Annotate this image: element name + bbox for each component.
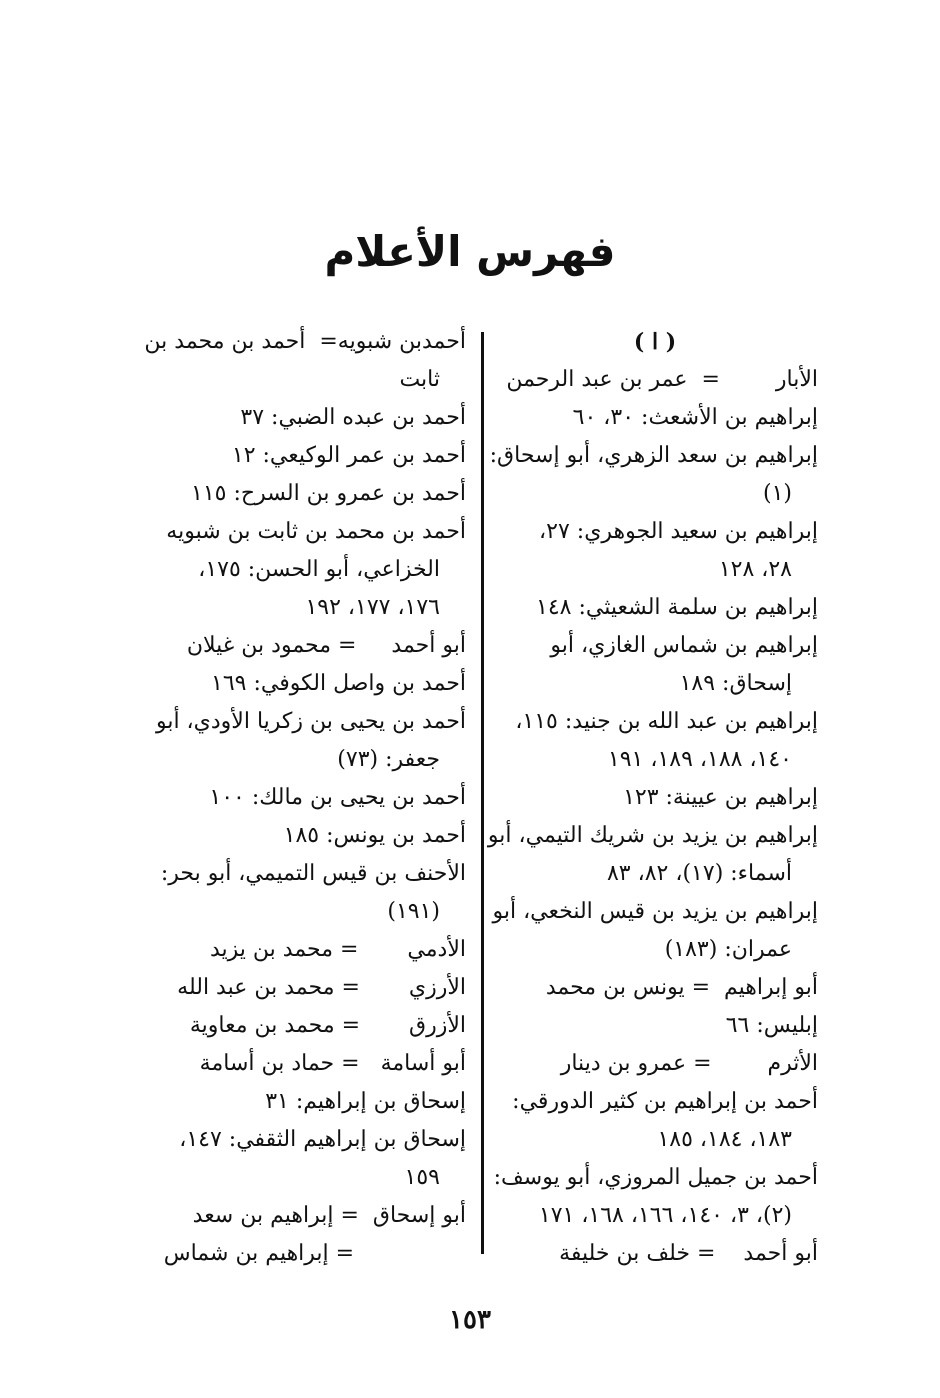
index-entry xyxy=(134,665,466,703)
entry-continuation: ٢٨، ١٢٨ xyxy=(718,557,792,582)
right-entries xyxy=(487,361,818,1273)
index-entry xyxy=(134,1121,466,1197)
index-entry xyxy=(134,1007,466,1045)
index-entry xyxy=(134,969,466,1007)
entry-continuation: عمران: (١٨٣) xyxy=(664,937,792,962)
left-column xyxy=(134,323,466,1273)
index-entry xyxy=(492,361,818,399)
index-entry xyxy=(134,703,466,779)
entry-name: إبراهيم بن شماس الغازي، أبو xyxy=(550,633,818,658)
index-entry xyxy=(492,1083,818,1159)
entry-name: أحمد بن إبراهيم بن كثير الدورقي: xyxy=(512,1089,818,1114)
entry-name: إبراهيم بن سعيد الجوهري: ٢٧، xyxy=(539,519,818,544)
entry-name: أبو إسحاق = إبراهيم بن سعد xyxy=(192,1203,466,1228)
entry-continuation: إسحاق: ١٨٩ xyxy=(679,671,792,696)
index-entry xyxy=(492,1159,818,1235)
entry-name: إبراهيم بن سلمة الشعيثي: ١٤٨ xyxy=(536,595,818,620)
entry-name: إبراهيم بن يزيد بن قيس النخعي، أبو xyxy=(492,899,818,924)
entry-name: أحمد بن يحيى بن مالك: ١٠٠ xyxy=(209,785,466,810)
index-entry xyxy=(492,779,818,817)
entry-continuation: (١) xyxy=(762,481,792,506)
entry-name: أحمد بن عمر الوكيعي: ١٢ xyxy=(231,443,466,468)
entry-continuation: ١٨٣، ١٨٤، ١٨٥ xyxy=(657,1127,792,1152)
entry-name: أحمد بن يحيى بن زكريا الأودي، أبو xyxy=(155,709,466,734)
entry-name: أحمد بن واصل الكوفي: ١٦٩ xyxy=(211,671,466,696)
index-entry xyxy=(134,627,466,665)
index-entry xyxy=(134,1235,466,1273)
index-entry xyxy=(134,1045,466,1083)
index-entry xyxy=(134,513,466,627)
index-entry xyxy=(134,779,466,817)
entry-name: = إبراهيم بن شماس xyxy=(163,1241,466,1266)
entry-continuation: (١٩١) xyxy=(387,899,440,924)
index-entry xyxy=(134,399,466,437)
entry-name: الأزرق = محمد بن معاوية xyxy=(189,1013,466,1038)
entry-name: إبراهيم بن عيينة: ١٢٣ xyxy=(623,785,818,810)
index-entry xyxy=(492,893,818,969)
left-entries xyxy=(134,323,466,1273)
entry-continuation: جعفر: (٧٣) xyxy=(337,747,440,772)
entry-name: الأحنف بن قيس التميمي، أبو بحر: xyxy=(160,861,466,886)
entry-name: إبراهيم بن يزيد بن شريك التيمي، أبو xyxy=(487,823,818,848)
section-letter: ( ا ) xyxy=(633,329,677,355)
index-entry xyxy=(134,1083,466,1121)
index-entry xyxy=(492,589,818,627)
entry-continuation: ثابت xyxy=(399,367,440,392)
index-entry xyxy=(134,323,466,399)
entry-name: الأبار = عمر بن عبد الرحمن xyxy=(506,367,818,392)
right-column xyxy=(487,323,818,1273)
entry-name: أحمد بن عمرو بن السرح: ١١٥ xyxy=(191,481,466,506)
entry-name: أحمد بن عبده الضبي: ٣٧ xyxy=(240,405,466,430)
index-entry xyxy=(492,969,818,1007)
entry-name: أحمد بن جميل المروزي، أبو يوسف: xyxy=(493,1165,818,1190)
entry-name: إسحاق بن إبراهيم الثقفي: ١٤٧، xyxy=(179,1127,466,1152)
entry-name: الأدمي = محمد بن يزيد xyxy=(210,937,466,962)
entry-name: إبراهيم بن الأشعث: ٣٠، ٦٠ xyxy=(572,405,818,430)
entry-name: أحمد بن محمد بن ثابت بن شبويه xyxy=(166,519,466,544)
index-entry xyxy=(134,817,466,855)
index-entry xyxy=(492,703,818,779)
entry-name: إبراهيم بن سعد الزهري، أبو إسحاق: xyxy=(489,443,818,468)
entry-name: أبو إبراهيم = يونس بن محمد xyxy=(545,975,818,1000)
entry-continuation: ١٤٠، ١٨٨، ١٨٩، ١٩١ xyxy=(607,747,792,772)
entry-name: أبو أسامة = حماد بن أسامة xyxy=(199,1051,466,1076)
page-number: ١٥٣ xyxy=(449,1305,491,1335)
index-entry xyxy=(134,475,466,513)
index-entry xyxy=(487,817,818,893)
index-entry xyxy=(134,855,466,931)
entry-name: أبو أحمد = محمود بن غيلان xyxy=(186,633,466,658)
index-entry xyxy=(492,1007,818,1045)
entry-name: أحمد بن يونس: ١٨٥ xyxy=(283,823,466,848)
entry-name: الأثرم = عمرو بن دينار xyxy=(560,1051,818,1076)
index-entry xyxy=(134,437,466,475)
entry-continuation: ١٧٦، ١٧٧، ١٩٢ xyxy=(305,595,440,620)
page-title: فهرس الأعلام xyxy=(324,227,616,276)
entry-name: الأرزي = محمد بن عبد الله xyxy=(177,975,466,1000)
entry-name: أبو أحمد = خلف بن خليفة xyxy=(559,1241,818,1266)
entry-continuation: الخزاعي، أبو الحسن: ١٧٥، xyxy=(198,557,440,582)
index-entry xyxy=(492,627,818,703)
column-divider xyxy=(481,332,484,1254)
entry-continuation: أسماء: (١٧)، ٨٢، ٨٣ xyxy=(606,861,792,886)
index-entry xyxy=(492,513,818,589)
index-entry xyxy=(492,1235,818,1273)
entry-continuation: (٢)، ٣، ١٤٠، ١٦٦، ١٦٨، ١٧١ xyxy=(538,1203,792,1228)
entry-name: أحمدبن شبويه= أحمد بن محمد بن xyxy=(144,329,466,354)
entry-continuation: ١٥٩ xyxy=(404,1165,440,1190)
index-entry xyxy=(134,931,466,969)
index-entry xyxy=(492,1045,818,1083)
entry-name: إبراهيم بن عبد الله بن جنيد: ١١٥، xyxy=(515,709,818,734)
index-entry xyxy=(134,1197,466,1235)
entry-name: إبليس: ٦٦ xyxy=(725,1013,818,1038)
index-entry xyxy=(492,399,818,437)
entry-name: إسحاق بن إبراهيم: ٣١ xyxy=(265,1089,466,1114)
index-entry xyxy=(489,437,818,513)
